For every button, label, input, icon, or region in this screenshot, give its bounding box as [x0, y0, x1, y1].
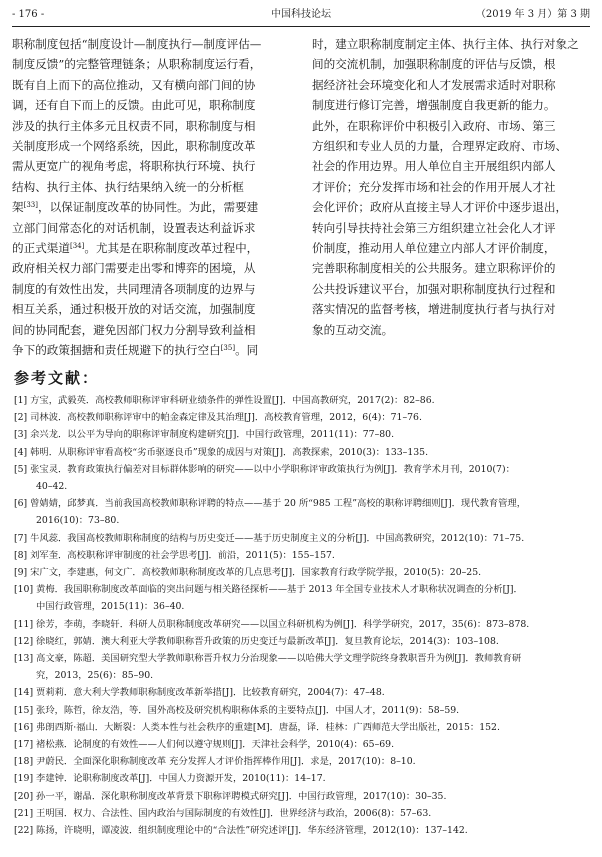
reference-item: [20] 孙一平，谢晶．深化职称制度改革背景下职称评聘模式研究[J]．中国行政管理，2017(10)：30–35.: [14, 790, 447, 802]
reference-continuation: 中国行政管理，2015(11)：36–40.: [36, 601, 185, 613]
body-text-line: 象的互动交流。: [312, 322, 394, 337]
body-text-line: 的正式渠道[34]。尤其是在职称制度改革过程中，: [12, 241, 259, 256]
body-text-line: 间的交流机制，加强职称制度的评估与反馈，根: [312, 57, 556, 72]
body-text-line: 社会的作用边界。用人单位自主开展组织内部人: [312, 159, 556, 174]
reference-item: [3] 余兴龙．以公平为导向的职称评审制度构建研究[J]．中国行政管理，2011(11)：77–80.: [14, 429, 395, 441]
body-text-line: 制度进行修订完善，增强制度自我更新的能力。: [312, 98, 556, 113]
body-text-line: 相互关系，通过积极开放的对话交流，加强制度: [12, 302, 256, 317]
body-text-line: 涉及的执行主体多元且权责不同，职称制度与相: [12, 118, 256, 133]
reference-continuation: 40–42.: [36, 481, 68, 493]
reference-item: [15] 张玲，陈哲，徐友浩，等．国外高校及研究机构职称体系的主要特点[J]．中国人才，2011(9)：58–59.: [14, 704, 460, 716]
reference-item: [11] 徐芳，李萌，李晓轩．科研人员职称制度改革研究——以国立科研机构为例[J]．科学学研究，2017，35(6)：873–878.: [14, 618, 530, 630]
reference-item: [1] 方宝，武毅英．高校教师职称评审科研业绩条件的弹性设置[J]．中国高教研究，2017(2)：82–86.: [14, 395, 435, 406]
body-text-line: 会化评价；政府从直接主导人才评价中逐步退出，: [312, 200, 568, 215]
body-text-line: 公共投诉建议平台，加强对职称制度执行过程和: [312, 281, 556, 296]
reference-item: [14] 贾莉莉．意大利大学教师职称制度改革新举措[J]．比较教育研究，2004(7)：47–48.: [14, 687, 385, 699]
citation-marker: [34]: [69, 242, 85, 251]
issue-info: （2019 年 3 月）第 3 期: [475, 9, 590, 20]
body-text-line: 时，建立职称制度制定主体、执行主体、执行对象之: [312, 37, 579, 51]
body-text-line: 职称制度包括“制度设计—制度执行—制度评估—: [12, 37, 262, 51]
body-text-line: 据经济社会环境变化和人才发展需求适时对职称: [312, 77, 556, 92]
body-column-right: [312, 34, 592, 340]
reference-item: [10] 黄梅．我国职称制度改革面临的突出问题与相关路径探析——基于 2013 年全国专业技术人才职称状况调查的分析[J]．: [14, 584, 523, 596]
body-text-line: 调，还有自下而上的反馈。由此可见，职称制度: [12, 98, 256, 113]
reference-item: [5] 张宝灵．教育政策执行偏差对目标群体影响的研究——以中小学职称评审政策执行为例[J]．教育学术月刊，2010(7)：: [14, 463, 515, 475]
body-text-line: 需从更宽广的视角考虑，将职称执行环境、执行: [12, 159, 256, 174]
reference-item: [19] 李建钟．论职称制度改革[J]．中国人力资源开发，2010(11)：14–17.: [14, 773, 326, 785]
reference-item: [22] 陈扬，许晓明，谭凌波．组织制度理论中的“合法性”研究述评[J]．华东经济管理，2012(10)：137–142.: [14, 825, 468, 837]
body-text-line: 此外，在职称评价中积极引入政府、市场、第三: [312, 118, 556, 133]
references-list: [14, 392, 590, 839]
reference-item: [13] 高文豪，陈超．美国研究型大学教师职称晋升权力分治现象——以哈佛大学文理学院终身教职晋升为例[J]．教师教育研: [14, 653, 522, 665]
body-text-line: 方组织和专业人员的力量，合理界定政府、市场、: [312, 139, 568, 154]
reference-item: [21] 王明国．权力、合法性、国内政治与国际制度的有效性[J]．世界经济与政治，2006(8)：57–63.: [14, 807, 432, 819]
running-header: [12, 6, 590, 24]
body-text-line: 关制度形成一个网络系统，因此，职称制度改革: [12, 139, 256, 154]
citation-marker: [35]: [220, 344, 236, 353]
reference-item: [8] 刘军奎．高校职称评审制度的社会学思考[J]．前沿，2011(5)：155–157.: [14, 549, 335, 561]
citation-marker: [33]: [23, 201, 38, 210]
body-text-line: 结构、执行主体、执行结果纳入统一的分析框: [12, 179, 244, 194]
body-text-line: 才评价；充分发挥市场和社会的作用开展人才社: [312, 179, 556, 194]
journal-name: 中国科技论坛: [271, 9, 331, 20]
reference-item: [16] 弗朗西斯·福山．大断裂：人类本性与社会秩序的重建[M]．唐磊，译．桂林：广西师范大学出版社，2015：152.: [14, 721, 500, 733]
reference-item: [17] 褚松燕．论制度的有效性——人们何以遵守规则[J]．天津社会科学，2010(4)：65–69.: [14, 739, 395, 751]
reference-item: [2] 司林波．高校教师职称评审中的帕金森定律及其治理[J]．高校教育管理，2012，6(4)：71–76.: [14, 412, 422, 424]
reference-item: [18] 尹蔚民．全面深化职称制度改革 充分发挥人才评价指挥棒作用[J]．求是，2017(10)：8–10.: [14, 756, 416, 768]
body-text-line: 既有自上而下的高位推动，又有横向部门间的协: [12, 77, 256, 92]
reference-item: [6] 曾婧婧，邱梦真．当前我国高校教师职称评聘的特点——基于 20 所“985 工程”高校的职称评聘细则[J]．现代教育管理，: [14, 498, 527, 510]
references-title: 参考文献：: [14, 369, 100, 387]
body-text-line: 架[33]，以保证制度改革的协同性。为此，需要建: [12, 200, 259, 215]
page-number: - 176 -: [12, 9, 45, 20]
reference-continuation: 究，2013，25(6)：85–90.: [36, 670, 154, 682]
body-text-line: 制度的有效性出发，共同理清各项制度的边界与: [12, 281, 256, 296]
reference-item: [9] 宋广文，李建惠，何文广．高校教师职称制度改革的几点思考[J]．国家教育行政学院学报，2010(5)：20–25.: [14, 567, 482, 579]
body-text-line: 完善职称制度相关的公共服务。建立职称评价的: [312, 261, 556, 276]
body-text-line: 间的协同配套，避免因部门权力分割导致利益相: [12, 322, 256, 337]
reference-item: [4] 韩明．从职称评审看高校“劣币驱逐良币”现象的成因与对策[J]．高教探索，2010(3)：133–135.: [14, 446, 429, 458]
reference-continuation: 2016(10)：73–80.: [36, 515, 120, 527]
body-text-line: 争下的政策掴搪和责任规避下的执行空白[35]。同: [12, 343, 259, 358]
body-column-left: [12, 34, 290, 361]
reference-item: [12] 徐晓红，郭婧．澳大利亚大学教师职称晋升政策的历史变迁与最新改革[J]．复旦教育论坛，2014(3)：103–108.: [14, 635, 499, 647]
header-rule: [12, 26, 590, 27]
body-text-line: 制度反馈”的完整管理链条；从职称制度运行看，: [12, 57, 262, 72]
body-text-line: 落实情况的监督考核，增进制度执行者与执行对: [312, 302, 556, 317]
body-text-line: 政府相关权力部门需要走出零和博弈的困境，从: [12, 261, 256, 276]
reference-item: [7] 牛风蕊．我国高校教师职称制度的结构与历史变迁——基于历史制度主义的分析[J]．中国高教研究，2012(10)：71–75.: [14, 532, 525, 544]
body-text-line: 立部门间常态化的对话机制，设置表达利益诉求: [12, 220, 256, 235]
body-text-line: 价制度，推动用人单位建立内部人才评价制度，: [312, 241, 556, 256]
body-text-line: 转向引导扶持社会第三方组织建立社会化人才评: [312, 220, 556, 235]
